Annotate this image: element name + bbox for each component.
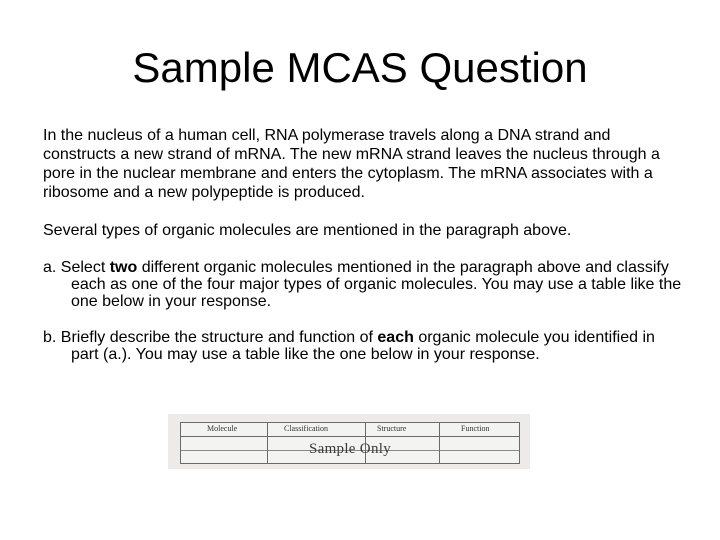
slide-title: Sample MCAS Question [132,44,588,91]
part-b [43,329,683,363]
table-header-structure: Structure [377,424,407,433]
table-header-classification: Classification [284,424,328,433]
part-b-prefix: b. Briefly describe the structure and function of [43,329,378,346]
part-a-emphasis: two [109,259,138,276]
table-header-function: Function [461,424,490,433]
context-paragraph: Several types of organic molecules are mentioned in the paragraph above. [43,222,572,239]
sample-table [180,422,520,464]
part-a [43,259,683,310]
part-a-prefix: a. Select [43,259,110,276]
part-b-suffix: organic molecule you identified in part (a.). You may use a table like the one below in your response. [71,329,655,363]
part-a-suffix: different organic molecules mentioned in the paragraph above and classify each as one of the four major types of organic molecules. You may use a table like the one below in your response. [71,259,682,310]
sample-only-watermark: Sample Only [308,441,392,457]
scenario-paragraph: In the nucleus of a human cell, RNA polymerase travels along a DNA strand and constructs a new strand of mRNA. The new mRNA strand leaves the nucleus through a pore in the nuclear membrane and enters the cytoplasm. The mRNA associates with a ribosome and a new polypeptide is produced. [43,127,660,201]
question-body [43,126,683,382]
table-header-molecule: Molecule [207,424,238,433]
part-b-emphasis: each [377,329,414,346]
sample-table-image [168,414,530,469]
